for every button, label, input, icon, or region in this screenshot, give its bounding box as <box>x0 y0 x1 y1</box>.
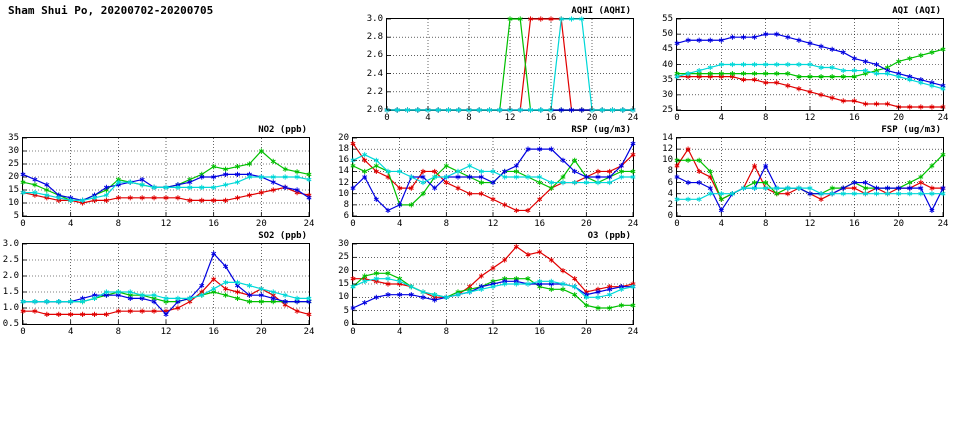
chart-title-aqi: AQI (AQI) <box>892 6 941 16</box>
ytick-label-aqhi: 2.6 <box>366 50 383 61</box>
xtick-label-o3: 24 <box>627 327 639 337</box>
ytick-label-o3: 30 <box>338 239 349 249</box>
xtick-label-aqi: 4 <box>718 113 725 123</box>
plot-canvas-fsp <box>677 138 943 216</box>
xtick-label-aqi: 16 <box>848 113 860 123</box>
xtick-label-so2: 16 <box>208 327 220 337</box>
plot-svg-wrap-so2 <box>23 244 309 324</box>
chart-title-so2: SO2 (ppb) <box>258 231 307 241</box>
ytick-label-so2: 3.0 <box>2 239 19 249</box>
xtick-label-fsp: 16 <box>848 219 860 229</box>
ytick-label-no2: 5 <box>13 211 19 221</box>
xtick-label-no2: 16 <box>208 219 220 229</box>
ytick-label-o3: 10 <box>338 292 349 303</box>
chart-title-no2: NO2 (ppb) <box>258 125 307 135</box>
ytick-label-o3: 15 <box>338 279 349 289</box>
xtick-label-rsp: 4 <box>396 219 403 229</box>
ytick-label-fsp: 8 <box>667 166 673 177</box>
xtick-label-so2: 4 <box>67 327 74 337</box>
xtick-label-no2: 20 <box>255 219 267 229</box>
xtick-label-fsp: 8 <box>762 219 769 229</box>
ytick-label-so2: 2.5 <box>2 255 19 265</box>
ytick-label-rsp: 14 <box>338 166 349 177</box>
xtick-label-aqi: 20 <box>893 113 905 123</box>
xtick-label-aqhi: 16 <box>545 113 557 123</box>
ytick-label-rsp: 20 <box>338 133 349 143</box>
plot-canvas-o3 <box>353 244 633 324</box>
ytick-label-aqhi: 2.8 <box>366 32 383 43</box>
ytick-label-aqhi: 2.0 <box>366 105 383 115</box>
xtick-label-so2: 20 <box>255 327 267 337</box>
ytick-label-no2: 30 <box>8 146 19 156</box>
xtick-label-so2: 24 <box>303 327 315 337</box>
ytick-label-rsp: 12 <box>338 177 349 188</box>
xtick-label-fsp: 24 <box>937 219 949 229</box>
xtick-label-o3: 16 <box>534 327 546 337</box>
xtick-label-no2: 24 <box>303 219 315 229</box>
ytick-label-fsp: 12 <box>662 144 673 155</box>
xtick-label-rsp: 16 <box>534 219 546 229</box>
xtick-label-so2: 12 <box>160 327 172 337</box>
xtick-label-no2: 4 <box>67 219 74 229</box>
xtick-label-o3: 4 <box>396 327 403 337</box>
xtick-label-aqhi: 0 <box>384 113 390 123</box>
ytick-label-aqhi: 2.4 <box>366 68 383 79</box>
ytick-label-o3: 0 <box>343 319 349 329</box>
xtick-label-aqhi: 4 <box>425 113 431 123</box>
ytick-label-so2: 1.0 <box>2 303 19 313</box>
ytick-label-o3: 25 <box>338 252 349 263</box>
ytick-label-no2: 25 <box>8 159 19 169</box>
plot-canvas-so2 <box>23 244 309 324</box>
chart-title-aqhi: AQHI (AQHI) <box>571 6 631 16</box>
xtick-label-rsp: 0 <box>350 219 356 229</box>
page-title: Sham Shui Po, 20200702-20200705 <box>8 4 214 17</box>
xtick-label-rsp: 20 <box>580 219 592 229</box>
xtick-label-aqhi: 8 <box>466 113 472 123</box>
xtick-label-fsp: 12 <box>804 219 816 229</box>
xtick-label-aqi: 0 <box>674 113 680 123</box>
ytick-label-rsp: 16 <box>338 155 349 166</box>
xtick-label-aqi: 8 <box>762 113 769 123</box>
xtick-label-no2: 0 <box>20 219 26 229</box>
ytick-label-rsp: 8 <box>343 199 349 210</box>
ytick-label-o3: 5 <box>343 305 349 316</box>
chart-title-o3: O3 (ppb) <box>587 231 631 241</box>
ytick-label-no2: 10 <box>8 198 19 208</box>
xtick-label-aqi: 12 <box>804 113 816 123</box>
xtick-label-aqhi: 20 <box>586 113 598 123</box>
xtick-label-rsp: 24 <box>627 219 639 229</box>
plot-svg-wrap-aqi <box>677 19 943 110</box>
plot-canvas-aqi <box>677 19 943 110</box>
ytick-label-so2: 2.0 <box>2 271 19 281</box>
xtick-label-aqhi: 12 <box>504 113 516 123</box>
ytick-label-fsp: 6 <box>667 177 673 188</box>
ytick-label-fsp: 2 <box>667 199 673 210</box>
xtick-label-fsp: 0 <box>674 219 680 229</box>
ytick-label-fsp: 10 <box>662 155 673 166</box>
ytick-label-aqi: 35 <box>662 74 673 85</box>
ytick-label-aqhi: 3.0 <box>366 14 383 24</box>
ytick-label-aqi: 55 <box>662 14 673 24</box>
chart-title-fsp: FSP (ug/m3) <box>881 125 941 135</box>
plot-svg-wrap-fsp <box>677 138 943 216</box>
ytick-label-fsp: 14 <box>662 133 673 143</box>
xtick-label-fsp: 4 <box>718 219 725 229</box>
chart-title-rsp: RSP (ug/m3) <box>571 125 631 135</box>
xtick-label-rsp: 12 <box>487 219 499 229</box>
xtick-label-o3: 12 <box>487 327 499 337</box>
ytick-label-aqi: 40 <box>662 59 673 70</box>
xtick-label-o3: 20 <box>580 327 592 337</box>
ytick-label-rsp: 18 <box>338 144 349 155</box>
xtick-label-o3: 8 <box>443 327 450 337</box>
plot-canvas-aqhi <box>387 19 633 110</box>
ytick-label-rsp: 10 <box>338 188 349 199</box>
xtick-label-so2: 0 <box>20 327 26 337</box>
xtick-label-no2: 8 <box>115 219 122 229</box>
xtick-label-no2: 12 <box>160 219 172 229</box>
plot-svg-wrap-no2 <box>23 138 309 216</box>
ytick-label-aqhi: 2.2 <box>366 86 383 97</box>
ytick-label-no2: 35 <box>8 133 19 143</box>
ytick-label-rsp: 6 <box>343 211 349 221</box>
ytick-label-fsp: 4 <box>667 188 673 199</box>
plot-svg-wrap-aqhi <box>387 19 633 110</box>
xtick-label-rsp: 8 <box>443 219 450 229</box>
xtick-label-o3: 0 <box>350 327 356 337</box>
ytick-label-aqi: 45 <box>662 44 673 55</box>
ytick-label-aqi: 30 <box>662 89 673 100</box>
ytick-label-no2: 15 <box>8 185 19 195</box>
xtick-label-fsp: 20 <box>893 219 905 229</box>
ytick-label-so2: 0.5 <box>2 319 19 329</box>
plot-svg-wrap-o3 <box>353 244 633 324</box>
ytick-label-fsp: 0 <box>667 211 673 221</box>
plot-canvas-no2 <box>23 138 309 216</box>
ytick-label-aqi: 50 <box>662 29 673 40</box>
ytick-label-o3: 20 <box>338 265 349 276</box>
ytick-label-so2: 1.5 <box>2 287 19 297</box>
plot-canvas-rsp <box>353 138 633 216</box>
xtick-label-aqi: 24 <box>937 113 949 123</box>
ytick-label-no2: 20 <box>8 172 19 182</box>
plot-svg-wrap-rsp <box>353 138 633 216</box>
xtick-label-aqhi: 24 <box>627 113 639 123</box>
ytick-label-aqi: 25 <box>662 105 673 115</box>
xtick-label-so2: 8 <box>115 327 122 337</box>
